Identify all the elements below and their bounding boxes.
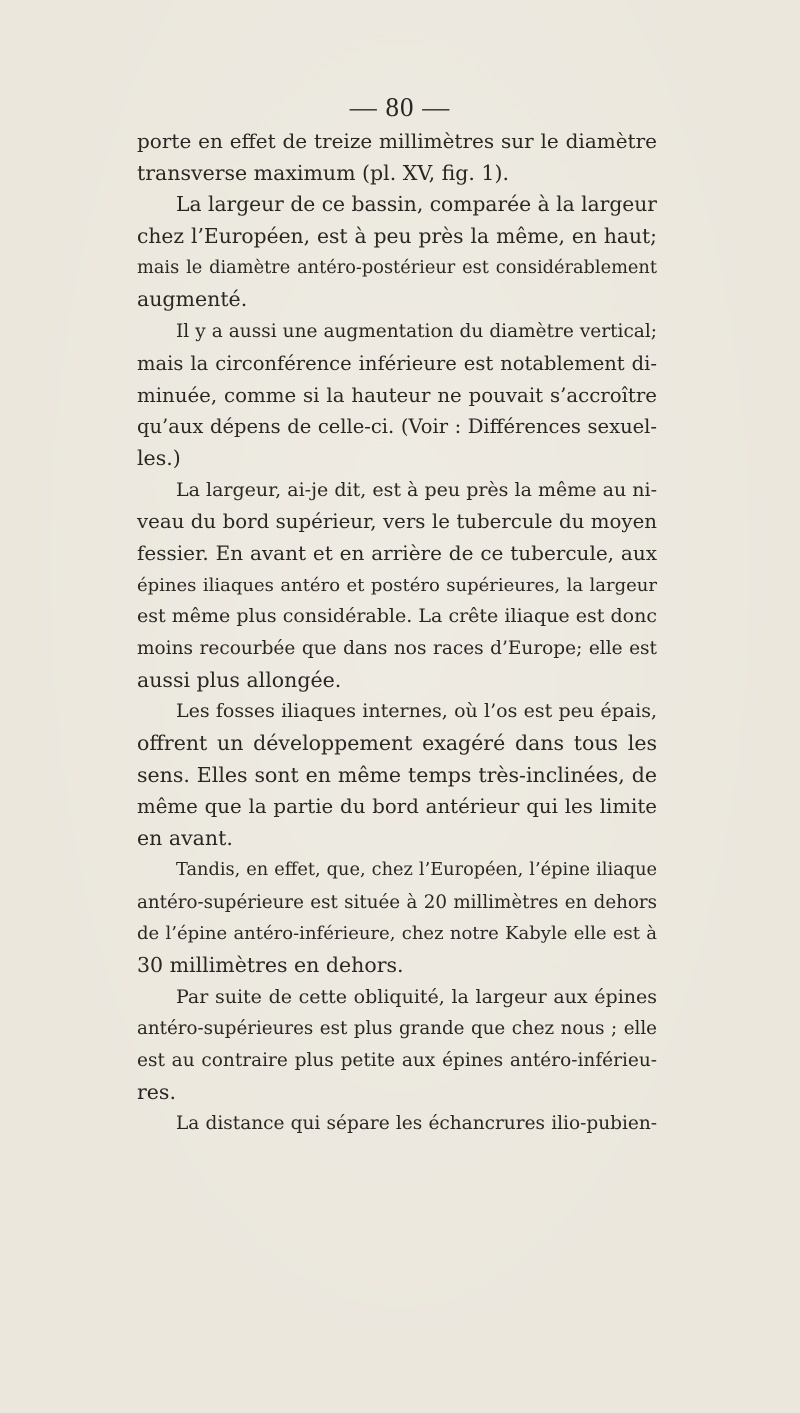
text-line: antéro-supérieure est située à 20 millimètres en dehors (137, 891, 657, 913)
text-line: en avant. (137, 826, 233, 851)
text-line: Il y a aussi une augmentation du diamètre vertical; (176, 321, 657, 343)
text-line: 30 millimètres en dehors. (137, 952, 404, 977)
text-line: aussi plus allongée. (137, 667, 342, 692)
text-line: veau du bord supérieur, vers le tubercule du moyen (137, 510, 657, 534)
text-line: même que la partie du bord antérieur qui les limite (137, 795, 657, 819)
text-line: est au contraire plus petite aux épines antéro-inférieu- (137, 1049, 657, 1071)
text-line: sens. Elles sont en même temps très-inclinées, de (137, 762, 657, 787)
text-line: res. (137, 1079, 176, 1104)
text-line: transverse maximum (pl. XV, fig. 1). (137, 160, 509, 185)
text-line: chez l’Européen, est à peu près la même, en haut; (137, 224, 657, 249)
text-line: La largeur de ce bassin, comparée à la largeur (176, 192, 657, 217)
text-line: minuée, comme si la hauteur ne pouvait s’accroître (137, 383, 657, 407)
text-line: offrent un développement exagéré dans tous les (137, 731, 657, 756)
text-line: les.) (137, 445, 181, 470)
text-line: épines iliaques antéro et postéro supérieures, la largeur (137, 574, 657, 596)
text-line: Tandis, en effet, que, chez l’Européen, l’épine iliaque (176, 859, 657, 880)
page-number: — 80 — (349, 92, 451, 122)
text-line: Par suite de cette obliquité, la largeur aux épines (176, 985, 657, 1008)
text-line: La largeur, ai-je dit, est à peu près la même au ni- (176, 478, 657, 501)
text-line: moins recourbée que dans nos races d’Europe; elle est (137, 638, 657, 659)
text-line: de l’épine antéro-inférieure, chez notre Kabyle elle est à (137, 923, 657, 945)
text-line: porte en effet de treize millimètres sur le diamètre (137, 129, 657, 153)
text-line: est même plus considérable. La crête iliaque est donc (137, 605, 657, 628)
text-line: qu’aux dépens de celle-ci. (Voir : Différences sexuel- (137, 415, 657, 439)
text-line: augmenté. (137, 287, 248, 312)
text-line: La distance qui sépare les échancrures ilio-pubien- (176, 1113, 657, 1135)
text-line: fessier. En avant et en arrière de ce tubercule, aux (137, 540, 657, 565)
text-line: mais le diamètre antéro-postérieur est considérablement (137, 257, 657, 278)
text-line: Les fosses iliaques internes, où l’os est peu épais, (176, 700, 657, 723)
body-text (137, 126, 657, 1140)
text-line: mais la circonférence inférieure est notablement di- (137, 351, 657, 375)
text-line: antéro-supérieures est plus grande que chez nous ; elle (137, 1018, 657, 1040)
